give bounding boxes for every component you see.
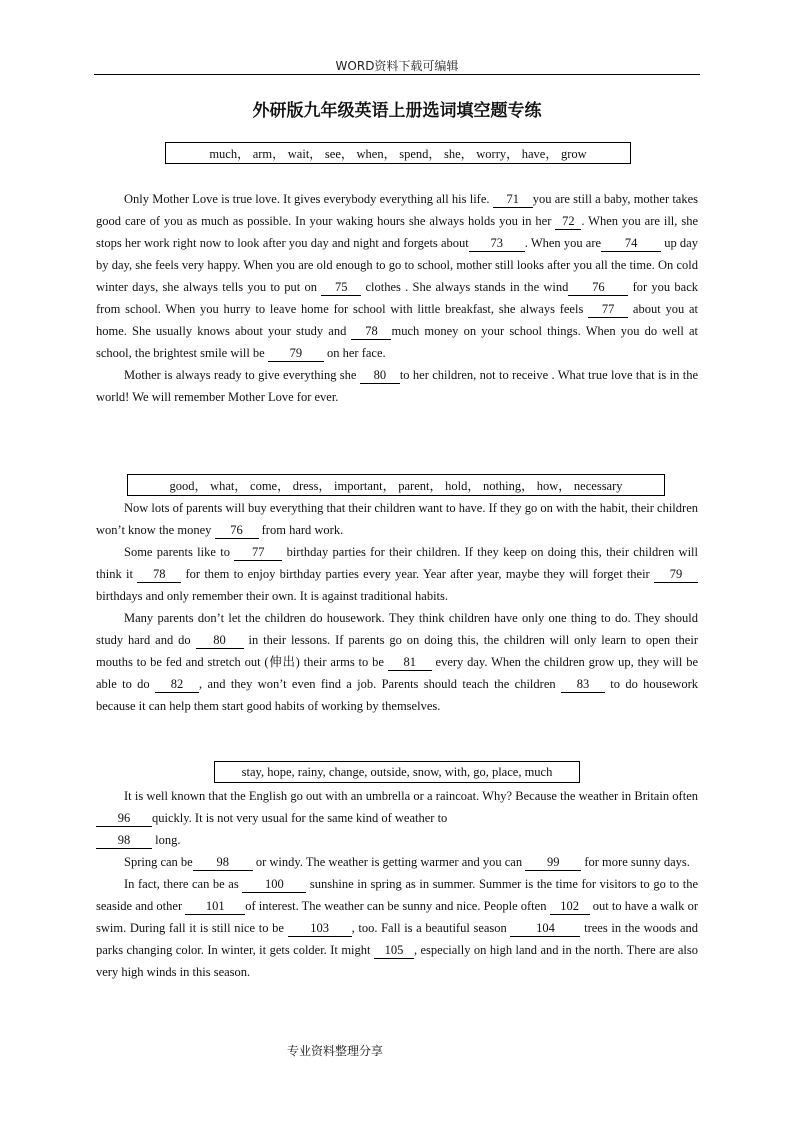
text: birthday parties for their children. If they keep on doing this, their children will think it <box>96 545 698 581</box>
blank-76: 76 <box>215 522 259 539</box>
text: Some parents like to <box>124 545 235 559</box>
text: sunshine in spring as in summer. Summer is the time for visitors to go to the seaside and other <box>96 877 698 913</box>
word-bank-2: good， what， come， dress， important， parent， hold， nothing， how， necessary <box>127 474 665 496</box>
blank-100: 100 <box>242 876 306 893</box>
header-divider <box>94 74 700 75</box>
blank-77: 77 <box>234 544 282 561</box>
text: to do housework because it can help them start good habits of working by themselves. <box>96 677 698 713</box>
blank-98: 98 <box>96 832 152 849</box>
blank-104: 104 <box>510 920 580 937</box>
text: every day. When the children grow up, they will be able to do <box>96 655 699 691</box>
text: for more sunny days. <box>581 855 690 869</box>
word-bank-3: stay, hope, rainy, change, outside, snow, with, go, place, much <box>214 761 580 783</box>
blank-78: 78 <box>351 323 391 340</box>
text: on her face. <box>323 346 386 360</box>
text: It is well known that the English go out with an umbrella or a raincoat. Why? Because the weather in Britain often <box>124 789 698 803</box>
text: clothes . She always stands in the wind <box>361 280 569 294</box>
text: in their lessons. If parents go on doing this, the children will only learn to open their mouths to be fed and stretch out (伸出) their arms to be <box>96 633 698 669</box>
page-footer: 专业资料整理分享 <box>287 1044 384 1058</box>
text: for you back from school. When you hurry to leave home for school with little breakfast, she always feels <box>96 280 699 316</box>
text: of interest. The weather can be sunny and nice. People often <box>245 899 550 913</box>
document-title: 外研版九年级英语上册选词填空题专练 <box>252 101 542 121</box>
text: . When you are <box>524 236 602 250</box>
blank-76: 76 <box>568 279 628 296</box>
blank-98: 98 <box>193 854 253 871</box>
blank-80: 80 <box>360 367 400 384</box>
blank-101: 101 <box>185 898 245 915</box>
text: for them to enjoy birthday parties every year. Year after year, maybe they will forget their <box>181 567 654 581</box>
blank-74: 74 <box>601 235 661 252</box>
text: . When you are ill, she stops her work right now to look after you day and night and forgets about <box>96 214 698 250</box>
blank-72: 72 <box>555 213 581 230</box>
text: Now lots of parents will buy everything that their children want to have. If they go on with the habit, their children won’t know the money <box>96 501 698 537</box>
blank-80: 80 <box>196 632 244 649</box>
blank-102: 102 <box>550 898 590 915</box>
passage-1-paragraph-2 <box>96 364 698 408</box>
blank-75: 75 <box>321 279 361 296</box>
text: , especially on high land and in the north. There are also very high winds in this season. <box>96 943 698 979</box>
passage-3-paragraph-2 <box>96 851 698 873</box>
text: In fact, there can be as <box>124 877 243 891</box>
text: trees in the woods and parks changing color. In winter, it gets colder. It might <box>96 921 699 957</box>
page-header: WORD资料下载可编辑 <box>335 59 459 73</box>
blank-96: 96 <box>96 810 152 827</box>
blank-103: 103 <box>288 920 352 937</box>
passage-1 <box>96 188 698 408</box>
text: about you at home. She usually knows about your study and <box>96 302 698 338</box>
text: Spring can be <box>124 855 193 869</box>
blank-83: 83 <box>561 676 605 693</box>
text: from hard work. <box>258 523 344 537</box>
text: Many parents don’t let the children do housework. They think children have only one thing to do. They should study hard and do <box>96 611 698 647</box>
blank-81: 81 <box>388 654 432 671</box>
text: Only Mother Love is true love. It gives everybody everything all his life. <box>124 192 493 206</box>
passage-2-paragraph-2 <box>96 541 698 607</box>
text: Mother is always ready to give everything she <box>124 368 360 382</box>
text: or windy. The weather is getting warmer and you can <box>252 855 526 869</box>
blank-79: 79 <box>654 566 698 583</box>
text: to her children, not to receive . What true love that is in the world! We will remember Mother Love for ever. <box>96 368 698 404</box>
passage-3-paragraph-1-cont <box>96 829 698 851</box>
text: out to have a walk or swim. During fall it is still nice to be <box>96 899 698 935</box>
word-bank-1: much， arm， wait， see， when， spend， she， worry， have， grow <box>165 142 631 164</box>
passage-2 <box>96 497 698 717</box>
blank-73: 73 <box>469 235 525 252</box>
text: , and they won’t even find a job. Parents should teach the children <box>199 677 561 691</box>
blank-71: 71 <box>493 191 533 208</box>
blank-99: 99 <box>525 854 581 871</box>
passage-3-paragraph-3 <box>96 873 698 983</box>
blank-78: 78 <box>137 566 181 583</box>
text: you are still a baby, mother takes good care of you as much as possible. In your waking hours she always holds you in her <box>96 192 699 228</box>
text: , too. Fall is a beautiful season <box>351 921 511 935</box>
passage-1-paragraph-1 <box>96 188 698 364</box>
blank-82: 82 <box>155 676 199 693</box>
passage-3 <box>96 785 698 983</box>
blank-105: 105 <box>374 942 414 959</box>
text: birthdays and only remember their own. It is against traditional habits. <box>96 589 449 603</box>
passage-2-paragraph-3 <box>96 607 698 717</box>
blank-77: 77 <box>588 301 628 318</box>
text: up day by day, she feels very happy. When you are old enough to go to school, mother still looks after you all the time. On cold winter days, she always tells you to put on <box>96 236 698 294</box>
text: much money on your school things. When you do well at school, the brightest smile will be <box>96 324 698 360</box>
passage-2-paragraph-1 <box>96 497 698 541</box>
text: long. <box>152 833 181 847</box>
text: quickly. It is not very usual for the same kind of weather to <box>152 811 448 825</box>
blank-79: 79 <box>268 345 324 362</box>
passage-3-paragraph-1 <box>96 785 698 829</box>
